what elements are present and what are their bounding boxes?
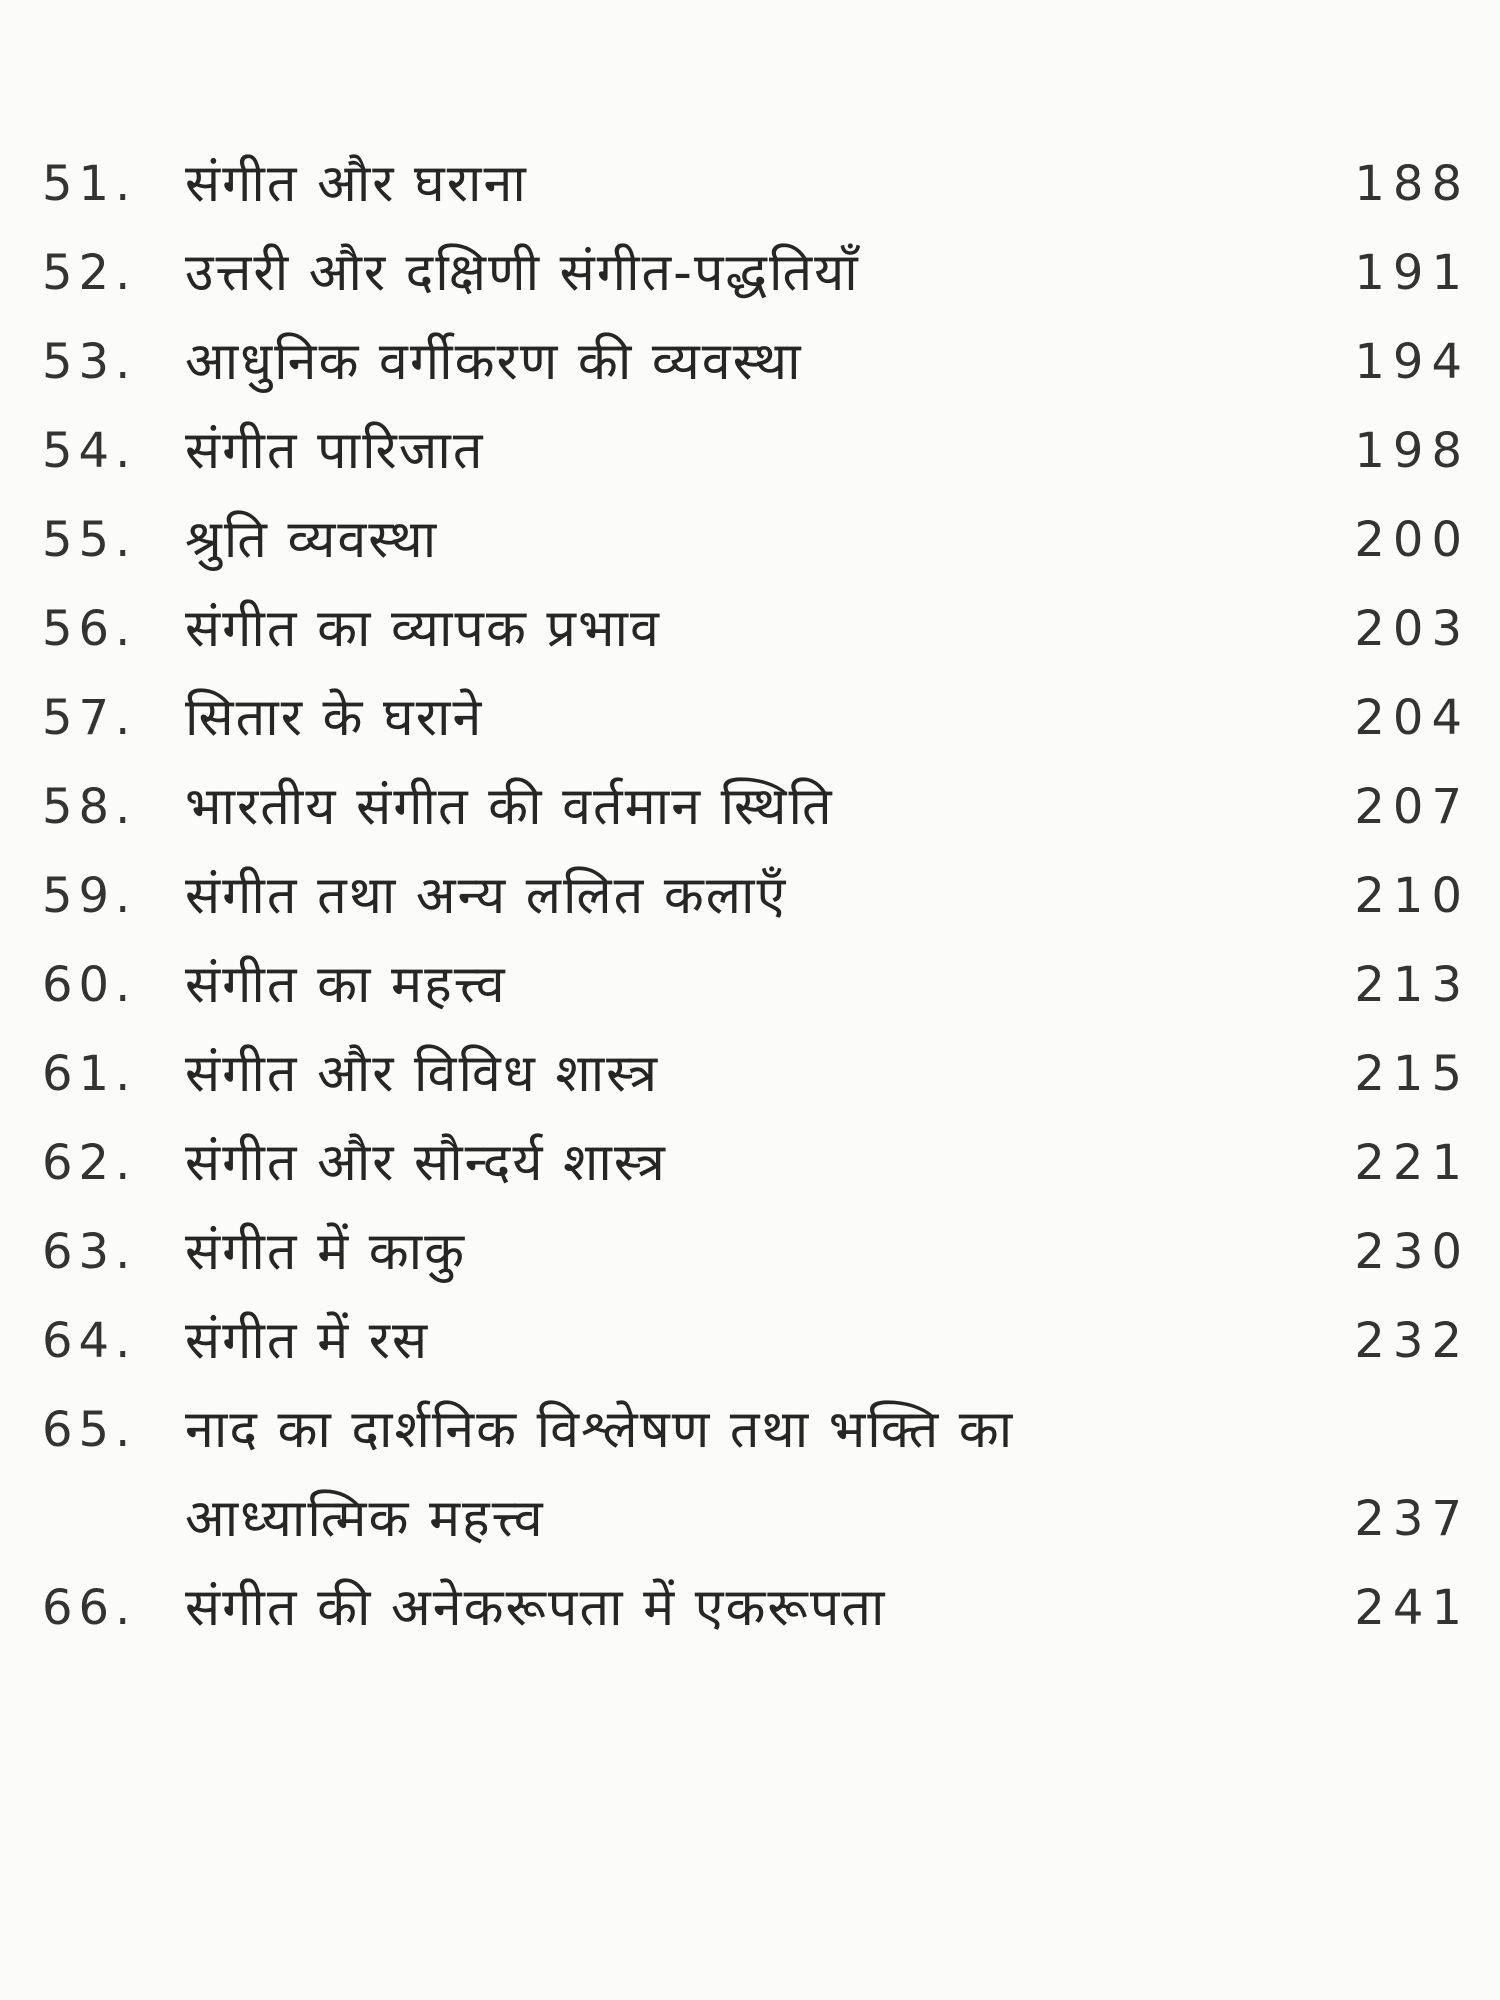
entry-title: सितार के घराने [185, 688, 484, 748]
toc-entry [0, 1386, 1500, 1475]
entry-title: संगीत में रस [185, 1311, 430, 1371]
entry-number: 64. [42, 1313, 137, 1369]
entry-title: संगीत की अनेकरूपता में एकरूपता [185, 1578, 887, 1638]
entry-page: 191 [1354, 245, 1470, 301]
entry-number: 58. [42, 779, 137, 835]
entry-page: 194 [1354, 334, 1470, 390]
entry-page: 207 [1354, 779, 1470, 835]
entry-page: 203 [1354, 601, 1470, 657]
toc-entry [0, 496, 1500, 585]
entry-number: 65. [42, 1402, 137, 1458]
entry-number: 63. [42, 1224, 137, 1280]
toc-entry [0, 229, 1500, 318]
entry-number: 52. [42, 245, 137, 301]
entry-title: उत्तरी और दक्षिणी संगीत-पद्धतियाँ [185, 243, 860, 303]
entry-title: संगीत तथा अन्य ललित कलाएँ [185, 866, 788, 926]
entry-title: संगीत और घराना [185, 154, 528, 214]
toc-entry [0, 941, 1500, 1030]
toc-entry [0, 1030, 1500, 1119]
entry-title: संगीत में काकु [185, 1222, 467, 1282]
entry-title: संगीत का व्यापक प्रभाव [185, 599, 661, 659]
entry-number: 59. [42, 868, 137, 924]
entry-page: 221 [1354, 1135, 1470, 1191]
entry-page: 237 [1354, 1491, 1470, 1547]
toc-entry [0, 1564, 1500, 1653]
toc-entry [0, 1208, 1500, 1297]
entry-title: आधुनिक वर्गीकरण की व्यवस्था [185, 332, 803, 392]
toc-entry [0, 318, 1500, 407]
entry-number: 57. [42, 690, 137, 746]
entry-number: 61. [42, 1046, 137, 1102]
entry-title: श्रुति व्यवस्था [185, 510, 439, 570]
table-of-contents [0, 140, 1500, 1653]
toc-entry [0, 1119, 1500, 1208]
entry-page: 188 [1354, 156, 1470, 212]
toc-entry [0, 763, 1500, 852]
entry-page: 198 [1354, 423, 1470, 479]
entry-number: 53. [42, 334, 137, 390]
entry-page: 241 [1354, 1580, 1470, 1636]
toc-entry-continuation [0, 1475, 1500, 1564]
entry-number: 54. [42, 423, 137, 479]
entry-number: 56. [42, 601, 137, 657]
toc-entry [0, 674, 1500, 763]
entry-page: 215 [1354, 1046, 1470, 1102]
entry-title: संगीत और सौन्दर्य शास्त्र [185, 1133, 667, 1193]
toc-entry [0, 1297, 1500, 1386]
toc-entry [0, 140, 1500, 229]
entry-title: नाद का दार्शनिक विश्लेषण तथा भक्ति का [185, 1400, 1015, 1460]
entry-page: 213 [1354, 957, 1470, 1013]
entry-page: 232 [1354, 1313, 1470, 1369]
entry-title: भारतीय संगीत की वर्तमान स्थिति [185, 777, 834, 837]
entry-page: 204 [1354, 690, 1470, 746]
entry-page: 200 [1354, 512, 1470, 568]
entry-title: संगीत का महत्त्व [185, 955, 507, 1015]
entry-number: 51. [42, 156, 137, 212]
toc-entry [0, 407, 1500, 496]
entry-title-continued: आध्यात्मिक महत्त्व [185, 1489, 545, 1549]
entry-page: 230 [1354, 1224, 1470, 1280]
entry-title: संगीत और विविध शास्त्र [185, 1044, 660, 1104]
entry-number: 66. [42, 1580, 137, 1636]
entry-number: 60. [42, 957, 137, 1013]
entry-number: 55. [42, 512, 137, 568]
entry-number: 62. [42, 1135, 137, 1191]
toc-entry [0, 585, 1500, 674]
toc-entry [0, 852, 1500, 941]
entry-page: 210 [1354, 868, 1470, 924]
entry-title: संगीत पारिजात [185, 421, 485, 481]
